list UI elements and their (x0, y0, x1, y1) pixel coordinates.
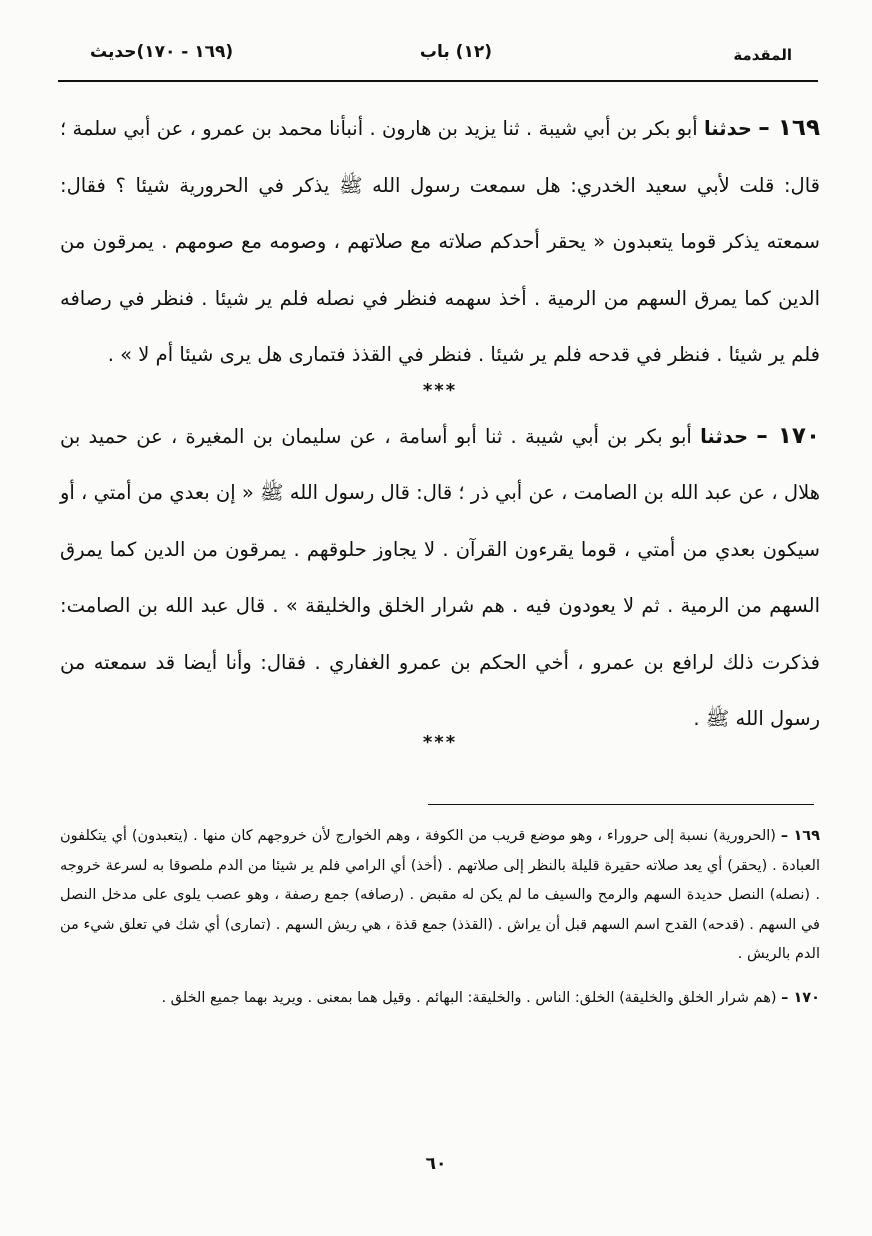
footnote-170 (60, 984, 820, 1014)
header-divider (58, 80, 818, 82)
footnote-text: (الحرورية) نسبة إلى حروراء ، وهو موضع قريب من الكوفة ، وهم الخوارج لأن خروجهم كان منها . (يتعبدون) أي يتكلفون العبادة . (يحقر) أي يعد صلاته حقيرة قليلة بالنظر إلى صلاتهم . (أخذ) أي الرامي فلم ير شيئا من الدم ملصوقا به لسرعة خروجه . (نصله) النصل حديدة السهم والرمح والسيف ما لم يكن له مقبض . (رصافه) جمع رصفة ، وهو عصب يلوى على مدخل النصل في السهم . (قدحه) القدح اسم السهم قبل أن يراش . (القذذ) جمع قذة ، هي ريش السهم . (تمارى) أي شك في تعلق شيء من الدم بالريش . (60, 828, 820, 962)
hadith-text: أبو بكر بن أبي شيبة . ثنا يزيد بن هارون . أنبأنا محمد بن عمرو ، عن أبي سلمة ؛ قال: قلت لأبي سعيد الخدري: هل سمعت رسول الله ﷺ يذكر في الحرورية شيئا ؟ فقال: سمعته يذكر قوما يتعبدون « يحقر أحدكم صلاته مع صلاتهم ، وصومه مع صومهم . يمرقون من الدين كما يمرق السهم من الرمية . أخذ سهمه فنظر في نصله فلم ير شيئا . فنظر في رصافه فلم ير شيئا . فنظر في قدحه فلم ير شيئا . فنظر في القذذ فتمارى هل يرى شيئا أم لا » . (60, 117, 820, 366)
footnotes (60, 822, 820, 1013)
haddathana-word: حدثنا (703, 117, 752, 140)
section-title: المقدمة (733, 46, 792, 64)
haddathana-word: حدثنا (700, 424, 749, 448)
footnote-text: (هم شرار الخلق والخليقة) الخلق: الناس . والخليقة: البهائم . وقيل هما بمعنى . ويريد بهما جميع الخلق . (161, 989, 777, 1006)
chapter-label: (١٢) باب (419, 42, 492, 62)
footnote-number: ١٦٩ – (780, 828, 820, 844)
hadith-170 (60, 408, 820, 748)
footnote-169 (60, 822, 820, 970)
hadith-text: أبو بكر بن أبي شيبة . ثنا أبو أسامة ، عن سليمان بن المغيرة ، عن حميد بن هلال ، عن عبد الله بن الصامت ، عن أبي ذر ؛ قال: قال رسول الله ﷺ « إن بعدي من أمتي ، أو سيكون بعدي من أمتي ، قوما يقرءون القرآن . لا يجاوز حلوقهم . يمرقون من الدين كما يمرق السهم من الرمية . ثم لا يعودون فيه . هم شرار الخلق والخليقة » . قال عبد الله بن الصامت: فذكرت ذلك لرافع بن عمرو ، أخي الحكم بن عمرو الغفاري . فقال: وأنا أيضا قد سمعته من رسول الله ﷺ . (60, 424, 820, 730)
running-header (80, 42, 792, 72)
footnote-number: ١٧٠ – (781, 989, 820, 1006)
separator-stars: *** (422, 379, 458, 401)
hadith-range-label: (١٦٩ - ١٧٠)حديث (90, 42, 234, 62)
hadith-170-paragraph (60, 408, 820, 748)
page-number: ٦٠ (425, 1154, 447, 1174)
separator-stars: *** (422, 731, 458, 753)
hadith-169-paragraph (60, 100, 820, 384)
hadith-169 (60, 100, 820, 384)
hadith-number: ١٧٠ – (756, 422, 820, 449)
main-text (60, 100, 820, 756)
footnote-divider (428, 804, 814, 805)
hadith-number: ١٦٩ – (758, 115, 820, 141)
